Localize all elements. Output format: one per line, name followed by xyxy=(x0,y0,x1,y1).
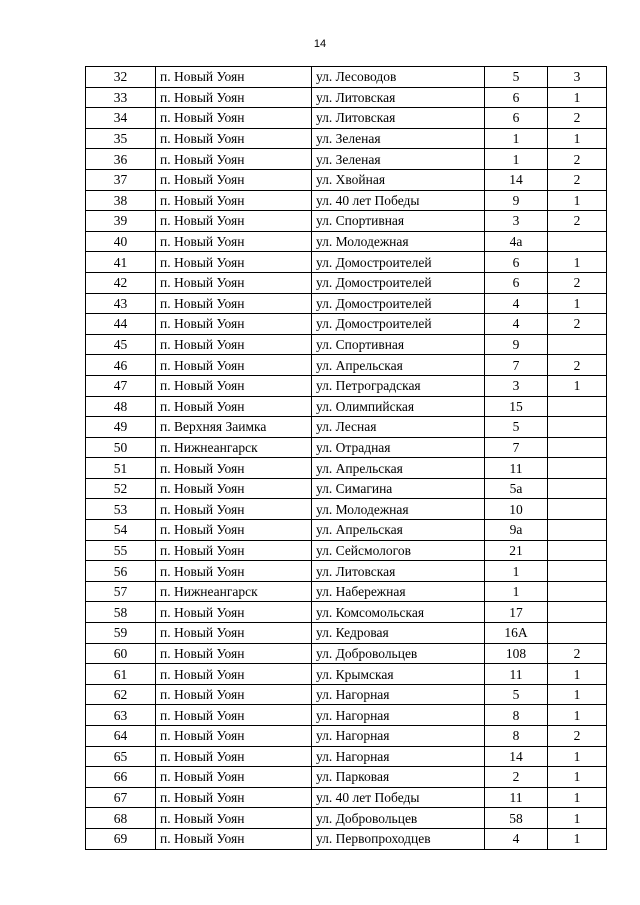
cell-number: 67 xyxy=(86,787,156,808)
table-row xyxy=(86,437,607,458)
cell-number: 45 xyxy=(86,334,156,355)
cell-street: ул. Первопроходцев xyxy=(312,828,485,849)
table-row xyxy=(86,417,607,438)
cell-house-number: 2 xyxy=(485,767,548,788)
cell-house-number: 1 xyxy=(485,128,548,149)
cell-apartment-number: 2 xyxy=(548,726,607,747)
cell-apartment-number xyxy=(548,231,607,252)
records-table xyxy=(85,66,607,850)
cell-number: 59 xyxy=(86,623,156,644)
cell-apartment-number xyxy=(548,540,607,561)
table-row xyxy=(86,252,607,273)
cell-street: ул. Апрельская xyxy=(312,520,485,541)
cell-street: ул. Лесная xyxy=(312,417,485,438)
cell-house-number: 14 xyxy=(485,746,548,767)
cell-locality: п. Новый Уоян xyxy=(156,561,312,582)
cell-apartment-number: 2 xyxy=(548,643,607,664)
cell-apartment-number xyxy=(548,478,607,499)
cell-locality: п. Новый Уоян xyxy=(156,643,312,664)
cell-house-number: 58 xyxy=(485,808,548,829)
cell-apartment-number: 1 xyxy=(548,808,607,829)
cell-apartment-number: 1 xyxy=(548,128,607,149)
cell-street: ул. Набережная xyxy=(312,581,485,602)
cell-house-number: 3 xyxy=(485,211,548,232)
cell-number: 52 xyxy=(86,478,156,499)
cell-apartment-number: 2 xyxy=(548,149,607,170)
cell-house-number: 11 xyxy=(485,458,548,479)
cell-apartment-number xyxy=(548,437,607,458)
cell-locality: п. Новый Уоян xyxy=(156,293,312,314)
cell-street: ул. Молодежная xyxy=(312,499,485,520)
cell-locality: п. Новый Уоян xyxy=(156,334,312,355)
table-row xyxy=(86,684,607,705)
cell-street: ул. Молодежная xyxy=(312,231,485,252)
cell-apartment-number: 2 xyxy=(548,314,607,335)
cell-house-number: 108 xyxy=(485,643,548,664)
cell-house-number: 8 xyxy=(485,726,548,747)
cell-locality: п. Новый Уоян xyxy=(156,787,312,808)
cell-street: ул. Симагина xyxy=(312,478,485,499)
cell-street: ул. Хвойная xyxy=(312,169,485,190)
cell-house-number: 7 xyxy=(485,355,548,376)
cell-street: ул. Зеленая xyxy=(312,149,485,170)
cell-number: 47 xyxy=(86,375,156,396)
cell-house-number: 17 xyxy=(485,602,548,623)
cell-apartment-number: 2 xyxy=(548,211,607,232)
cell-street: ул. Комсомольская xyxy=(312,602,485,623)
cell-locality: п. Новый Уоян xyxy=(156,231,312,252)
table-row xyxy=(86,458,607,479)
cell-street: ул. Домостроителей xyxy=(312,293,485,314)
cell-apartment-number: 1 xyxy=(548,746,607,767)
cell-number: 63 xyxy=(86,705,156,726)
cell-number: 33 xyxy=(86,87,156,108)
cell-street: ул. Домостроителей xyxy=(312,252,485,273)
cell-apartment-number xyxy=(548,499,607,520)
cell-house-number: 15 xyxy=(485,396,548,417)
cell-apartment-number: 1 xyxy=(548,787,607,808)
records-table-body xyxy=(86,67,607,850)
cell-apartment-number xyxy=(548,561,607,582)
cell-street: ул. Парковая xyxy=(312,767,485,788)
cell-street: ул. Домостроителей xyxy=(312,272,485,293)
cell-house-number: 7 xyxy=(485,437,548,458)
cell-street: ул. Отрадная xyxy=(312,437,485,458)
cell-locality: п. Новый Уоян xyxy=(156,108,312,129)
cell-house-number: 1 xyxy=(485,581,548,602)
cell-locality: п. Новый Уоян xyxy=(156,705,312,726)
cell-locality: п. Новый Уоян xyxy=(156,67,312,88)
cell-house-number: 9 xyxy=(485,190,548,211)
cell-number: 48 xyxy=(86,396,156,417)
cell-locality: п. Нижнеангарск xyxy=(156,437,312,458)
cell-street: ул. Нагорная xyxy=(312,746,485,767)
cell-number: 49 xyxy=(86,417,156,438)
cell-street: ул. Домостроителей xyxy=(312,314,485,335)
cell-house-number: 4 xyxy=(485,828,548,849)
cell-house-number: 16А xyxy=(485,623,548,644)
cell-locality: п. Новый Уоян xyxy=(156,149,312,170)
cell-house-number: 9а xyxy=(485,520,548,541)
cell-apartment-number: 1 xyxy=(548,375,607,396)
cell-house-number: 5 xyxy=(485,684,548,705)
table-row xyxy=(86,561,607,582)
cell-apartment-number xyxy=(548,520,607,541)
table-row xyxy=(86,211,607,232)
cell-number: 42 xyxy=(86,272,156,293)
cell-house-number: 11 xyxy=(485,664,548,685)
cell-apartment-number xyxy=(548,417,607,438)
cell-locality: п. Нижнеангарск xyxy=(156,581,312,602)
cell-house-number: 1 xyxy=(485,149,548,170)
cell-street: ул. Добровольцев xyxy=(312,643,485,664)
cell-street: ул. Нагорная xyxy=(312,726,485,747)
cell-number: 39 xyxy=(86,211,156,232)
cell-locality: п. Новый Уоян xyxy=(156,602,312,623)
cell-house-number: 6 xyxy=(485,108,548,129)
cell-number: 40 xyxy=(86,231,156,252)
cell-locality: п. Новый Уоян xyxy=(156,726,312,747)
cell-apartment-number: 1 xyxy=(548,828,607,849)
cell-locality: п. Новый Уоян xyxy=(156,478,312,499)
cell-apartment-number xyxy=(548,623,607,644)
table-row xyxy=(86,602,607,623)
table-row xyxy=(86,396,607,417)
cell-street: ул. Литовская xyxy=(312,561,485,582)
cell-locality: п. Новый Уоян xyxy=(156,664,312,685)
cell-apartment-number xyxy=(548,602,607,623)
cell-house-number: 6 xyxy=(485,87,548,108)
table-row xyxy=(86,726,607,747)
table-row xyxy=(86,787,607,808)
cell-locality: п. Новый Уоян xyxy=(156,190,312,211)
cell-street: ул. Сейсмологов xyxy=(312,540,485,561)
cell-locality: п. Верхняя Заимка xyxy=(156,417,312,438)
cell-locality: п. Новый Уоян xyxy=(156,272,312,293)
table-row xyxy=(86,334,607,355)
cell-house-number: 5а xyxy=(485,478,548,499)
cell-street: ул. Спортивная xyxy=(312,211,485,232)
cell-locality: п. Новый Уоян xyxy=(156,746,312,767)
cell-street: ул. Апрельская xyxy=(312,458,485,479)
table-row xyxy=(86,169,607,190)
table-row xyxy=(86,643,607,664)
cell-house-number: 5 xyxy=(485,67,548,88)
cell-apartment-number: 2 xyxy=(548,272,607,293)
cell-locality: п. Новый Уоян xyxy=(156,520,312,541)
table-row xyxy=(86,664,607,685)
cell-apartment-number: 2 xyxy=(548,355,607,376)
cell-locality: п. Новый Уоян xyxy=(156,458,312,479)
cell-locality: п. Новый Уоян xyxy=(156,623,312,644)
cell-number: 58 xyxy=(86,602,156,623)
cell-number: 54 xyxy=(86,520,156,541)
cell-house-number: 9 xyxy=(485,334,548,355)
cell-number: 57 xyxy=(86,581,156,602)
cell-house-number: 5 xyxy=(485,417,548,438)
cell-house-number: 6 xyxy=(485,252,548,273)
cell-street: ул. Литовская xyxy=(312,108,485,129)
cell-house-number: 14 xyxy=(485,169,548,190)
cell-number: 69 xyxy=(86,828,156,849)
cell-house-number: 4 xyxy=(485,293,548,314)
cell-number: 55 xyxy=(86,540,156,561)
table-row xyxy=(86,581,607,602)
cell-house-number: 10 xyxy=(485,499,548,520)
cell-locality: п. Новый Уоян xyxy=(156,396,312,417)
table-row xyxy=(86,808,607,829)
cell-locality: п. Новый Уоян xyxy=(156,314,312,335)
cell-number: 64 xyxy=(86,726,156,747)
cell-street: ул. Нагорная xyxy=(312,684,485,705)
table-row xyxy=(86,314,607,335)
cell-number: 37 xyxy=(86,169,156,190)
cell-street: ул. Нагорная xyxy=(312,705,485,726)
table-row xyxy=(86,128,607,149)
table-row xyxy=(86,149,607,170)
cell-house-number: 8 xyxy=(485,705,548,726)
table-row xyxy=(86,190,607,211)
cell-locality: п. Новый Уоян xyxy=(156,540,312,561)
cell-number: 61 xyxy=(86,664,156,685)
cell-number: 65 xyxy=(86,746,156,767)
cell-number: 41 xyxy=(86,252,156,273)
cell-street: ул. Олимпийская xyxy=(312,396,485,417)
cell-street: ул. Петроградская xyxy=(312,375,485,396)
cell-number: 43 xyxy=(86,293,156,314)
table-row xyxy=(86,375,607,396)
cell-apartment-number xyxy=(548,334,607,355)
cell-apartment-number: 1 xyxy=(548,664,607,685)
cell-apartment-number: 1 xyxy=(548,293,607,314)
cell-number: 32 xyxy=(86,67,156,88)
cell-number: 38 xyxy=(86,190,156,211)
cell-apartment-number: 1 xyxy=(548,252,607,273)
cell-locality: п. Новый Уоян xyxy=(156,499,312,520)
cell-locality: п. Новый Уоян xyxy=(156,252,312,273)
cell-locality: п. Новый Уоян xyxy=(156,128,312,149)
cell-locality: п. Новый Уоян xyxy=(156,828,312,849)
cell-number: 53 xyxy=(86,499,156,520)
cell-number: 68 xyxy=(86,808,156,829)
table-row xyxy=(86,231,607,252)
cell-street: ул. Апрельская xyxy=(312,355,485,376)
cell-street: ул. 40 лет Победы xyxy=(312,787,485,808)
cell-number: 44 xyxy=(86,314,156,335)
cell-number: 50 xyxy=(86,437,156,458)
cell-street: ул. Зеленая xyxy=(312,128,485,149)
cell-house-number: 4 xyxy=(485,314,548,335)
cell-number: 36 xyxy=(86,149,156,170)
table-row xyxy=(86,67,607,88)
cell-locality: п. Новый Уоян xyxy=(156,355,312,376)
page-number: 14 xyxy=(313,38,327,50)
table-row xyxy=(86,293,607,314)
table-row xyxy=(86,108,607,129)
cell-street: ул. Лесоводов xyxy=(312,67,485,88)
table-row xyxy=(86,746,607,767)
cell-house-number: 11 xyxy=(485,787,548,808)
cell-number: 62 xyxy=(86,684,156,705)
cell-apartment-number: 1 xyxy=(548,684,607,705)
cell-street: ул. Кедровая xyxy=(312,623,485,644)
cell-apartment-number: 1 xyxy=(548,767,607,788)
cell-apartment-number: 2 xyxy=(548,169,607,190)
cell-street: ул. Литовская xyxy=(312,87,485,108)
cell-number: 56 xyxy=(86,561,156,582)
cell-number: 66 xyxy=(86,767,156,788)
table-row xyxy=(86,355,607,376)
cell-street: ул. Спортивная xyxy=(312,334,485,355)
table-row xyxy=(86,499,607,520)
cell-apartment-number: 1 xyxy=(548,87,607,108)
table-row xyxy=(86,828,607,849)
cell-house-number: 1 xyxy=(485,561,548,582)
table-row xyxy=(86,520,607,541)
cell-locality: п. Новый Уоян xyxy=(156,767,312,788)
table-row xyxy=(86,87,607,108)
cell-apartment-number: 1 xyxy=(548,190,607,211)
cell-locality: п. Новый Уоян xyxy=(156,684,312,705)
table-row xyxy=(86,478,607,499)
cell-locality: п. Новый Уоян xyxy=(156,375,312,396)
cell-number: 60 xyxy=(86,643,156,664)
cell-number: 35 xyxy=(86,128,156,149)
table-row xyxy=(86,705,607,726)
table-row xyxy=(86,767,607,788)
cell-street: ул. 40 лет Победы xyxy=(312,190,485,211)
table-row xyxy=(86,623,607,644)
cell-apartment-number xyxy=(548,458,607,479)
cell-apartment-number xyxy=(548,581,607,602)
cell-street: ул. Крымская xyxy=(312,664,485,685)
cell-apartment-number: 2 xyxy=(548,108,607,129)
cell-apartment-number xyxy=(548,396,607,417)
cell-house-number: 6 xyxy=(485,272,548,293)
cell-house-number: 4а xyxy=(485,231,548,252)
table-row xyxy=(86,540,607,561)
cell-locality: п. Новый Уоян xyxy=(156,87,312,108)
cell-locality: п. Новый Уоян xyxy=(156,808,312,829)
cell-locality: п. Новый Уоян xyxy=(156,211,312,232)
cell-apartment-number: 1 xyxy=(548,705,607,726)
cell-number: 46 xyxy=(86,355,156,376)
cell-number: 34 xyxy=(86,108,156,129)
cell-apartment-number: 3 xyxy=(548,67,607,88)
cell-house-number: 21 xyxy=(485,540,548,561)
cell-street: ул. Добровольцев xyxy=(312,808,485,829)
cell-number: 51 xyxy=(86,458,156,479)
cell-locality: п. Новый Уоян xyxy=(156,169,312,190)
table-row xyxy=(86,272,607,293)
cell-house-number: 3 xyxy=(485,375,548,396)
